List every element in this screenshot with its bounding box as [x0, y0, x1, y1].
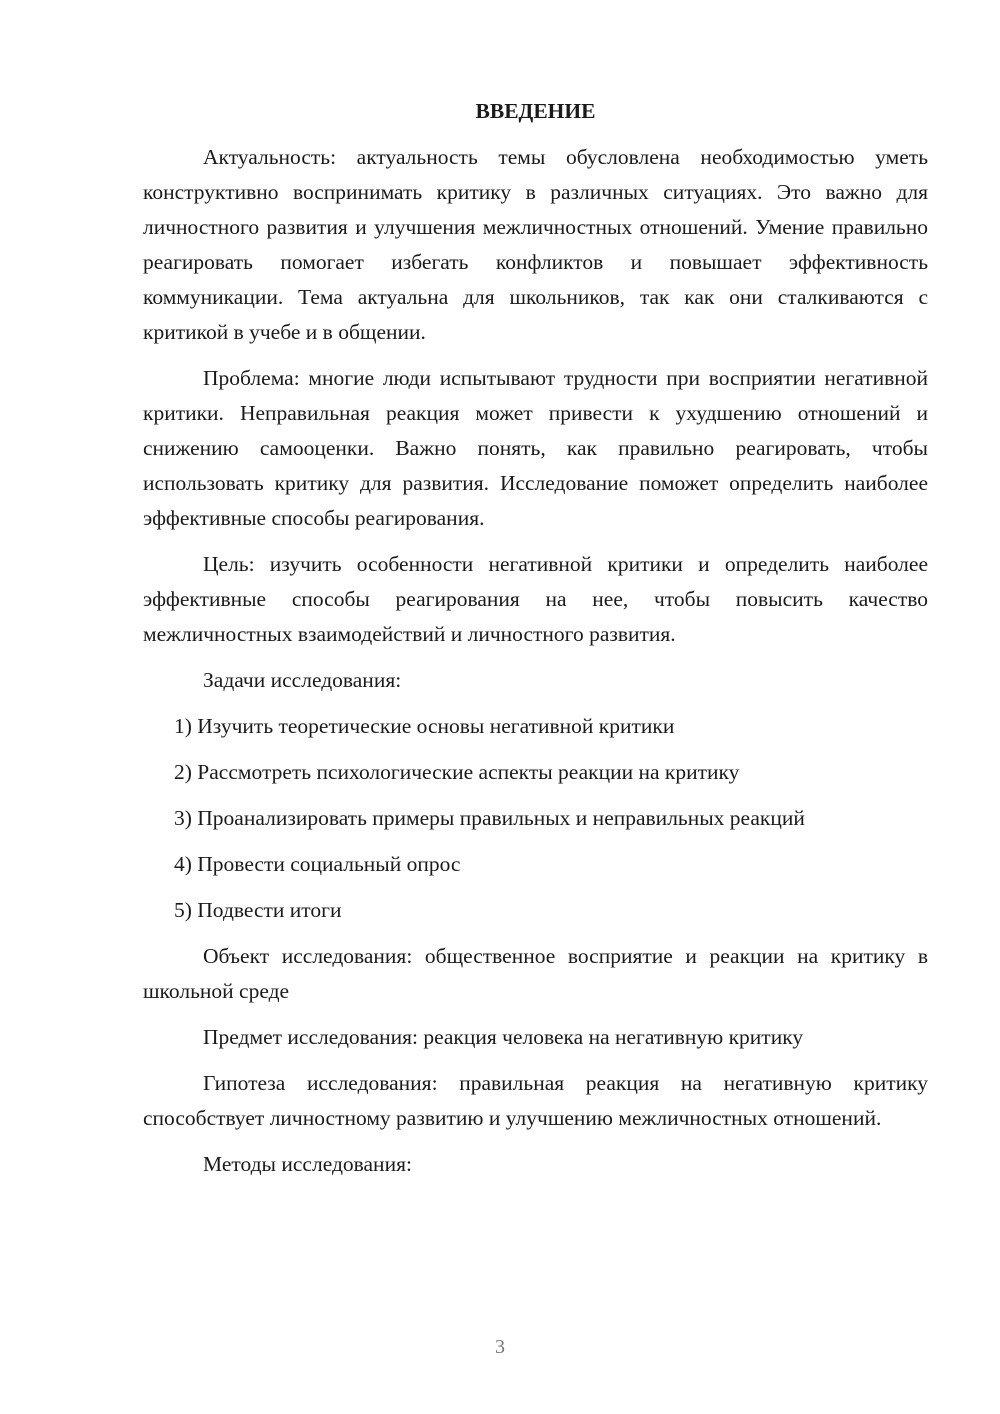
task-item: 1) Изучить теоретические основы негативной критики [174, 714, 675, 738]
task-item: 5) Подвести итоги [174, 898, 342, 922]
object-paragraph: Объект исследования: общественное восприятие и реакции на критику в школьной среде [143, 944, 928, 1003]
tasks-list [143, 709, 928, 928]
hypothesis-paragraph: Гипотеза исследования: правильная реакция на негативную критику способствует личностному развитию и улучшению межличностных отношений. [143, 1071, 928, 1130]
methods-heading: Методы исследования: [203, 1152, 412, 1176]
problem-paragraph: Проблема: многие люди испытывают трудности при восприятии негативной критики. Неправильная реакция может привести к ухудшению отношений и снижению самооценки. Важно понять, как правильно реагировать, чтобы использовать критику для развития. Исследование поможет определить наиболее эффективные способы реагирования. [143, 366, 928, 530]
task-item: 2) Рассмотреть психологические аспекты реакции на критику [174, 760, 740, 784]
subject-paragraph: Предмет исследования: реакция человека на негативную критику [203, 1025, 804, 1049]
goal-paragraph: Цель: изучить особенности негативной критики и определить наиболее эффективные способы реагирования на нее, чтобы повысить качество межличностных взаимодействий и личностного развития. [143, 552, 928, 646]
page-title: ВВЕДЕНИЕ [475, 99, 596, 123]
tasks-heading: Задачи исследования: [203, 668, 402, 692]
task-item: 3) Проанализировать примеры правильных и неправильных реакций [174, 806, 805, 830]
task-item: 4) Провести социальный опрос [174, 852, 461, 876]
relevance-paragraph: Актуальность: актуальность темы обусловлена необходимостью уметь конструктивно воспринимать критику в различных ситуациях. Это важно для личностного развития и улучшения межличностных отношений. Умение правильно реагировать помогает избегать конфликтов и повышает эффективность коммуникации. Тема актуальна для школьников, так как они сталкиваются с критикой в учебе и в общении. [143, 145, 928, 344]
document-page [143, 94, 928, 1193]
page-number: 3 [495, 1336, 505, 1358]
